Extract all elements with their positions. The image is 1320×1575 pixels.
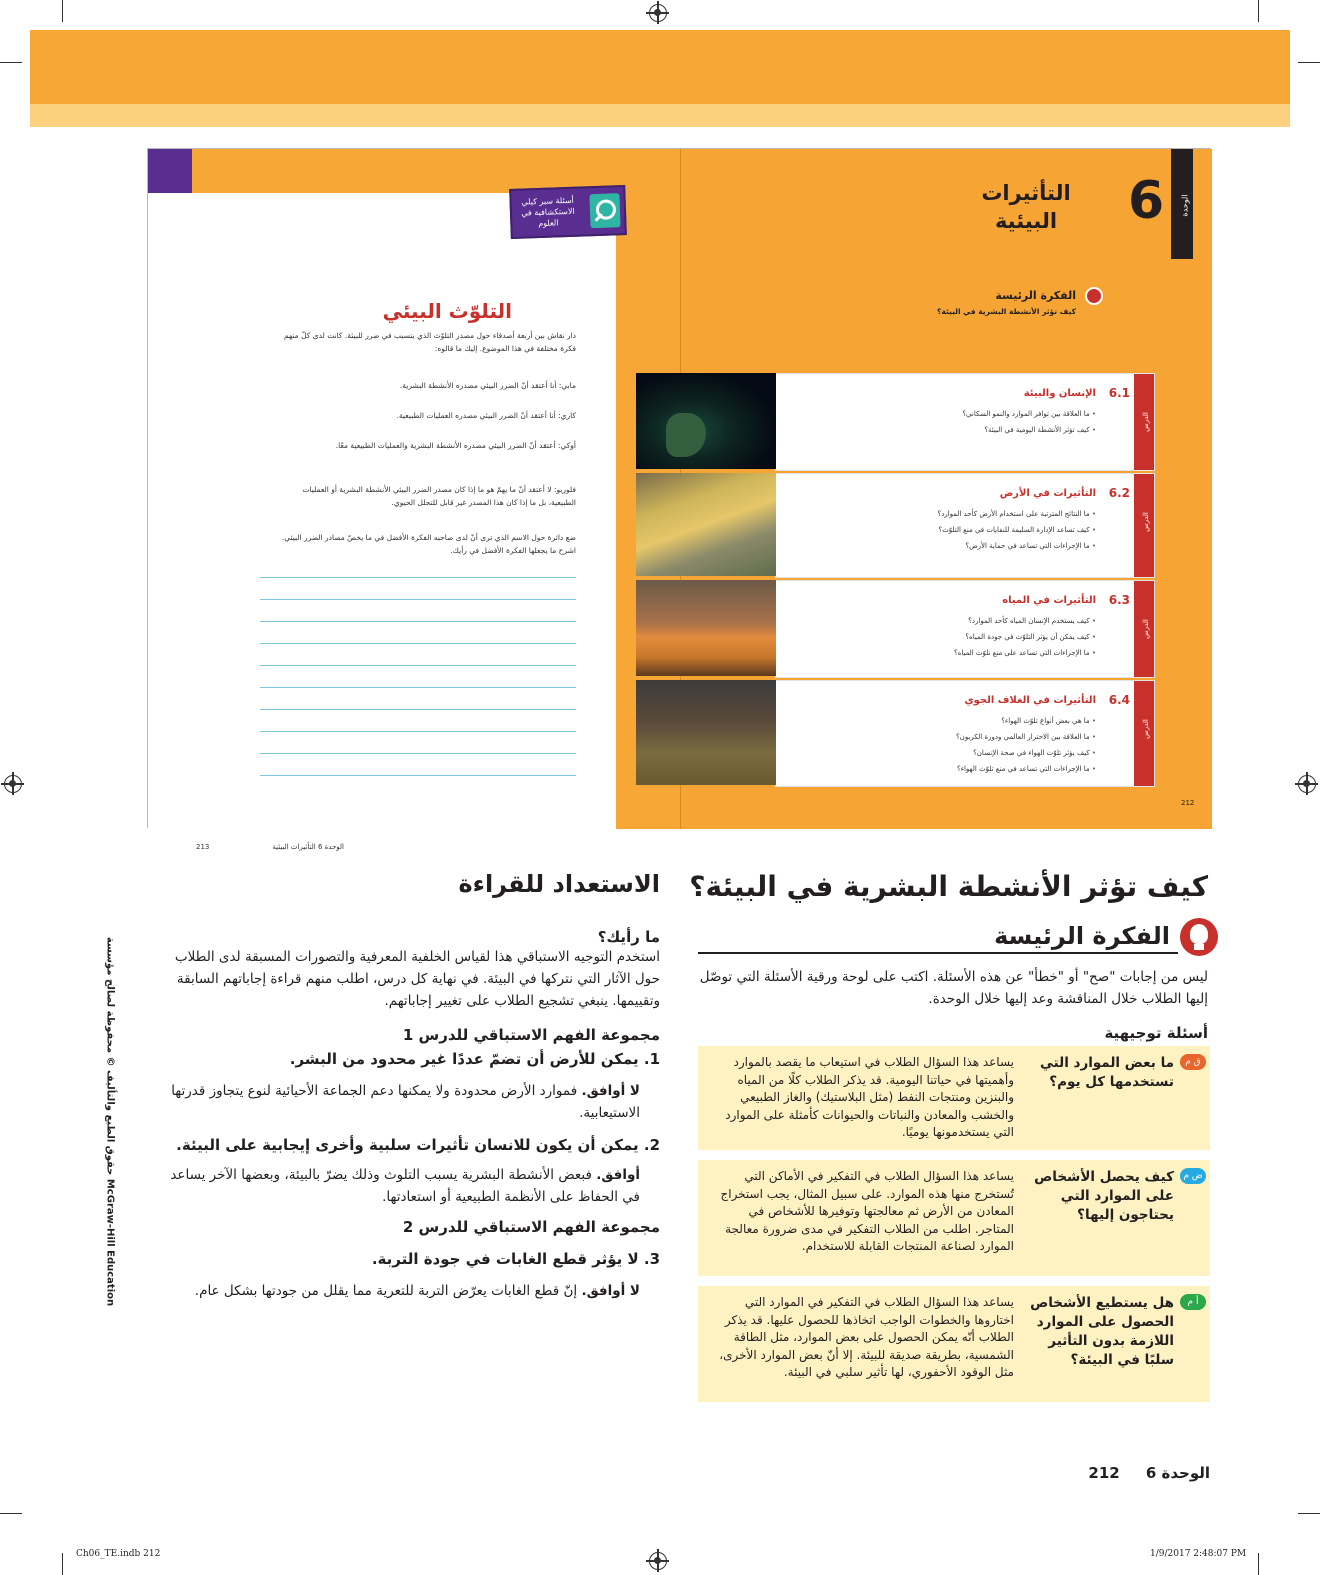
- answer-line: [260, 753, 576, 754]
- lesson-question: • كيف يستخدم الإنسان المياه كأحد الموارد؟: [796, 613, 1096, 629]
- lesson-card: [775, 680, 1155, 787]
- guiding-question-row: [698, 1046, 1210, 1150]
- crop-mark: [1298, 1513, 1320, 1514]
- probe-statement: أوكي: أعتقد أنّ الضرر البيئي مصدره الأنشطة البشرية والعمليات الطبيعية معًا.: [335, 441, 576, 450]
- answer-line: [260, 775, 576, 776]
- lesson-number: 6.3: [1108, 593, 1130, 607]
- level-badge: ق م: [1180, 1054, 1206, 1070]
- guiding-question: كيف يحصل الأشخاص على الموارد التي يحتاجون إليها؟: [1034, 1169, 1174, 1223]
- unit-badge: [1171, 149, 1193, 259]
- answer-line: [260, 643, 576, 644]
- irrigation-image: [636, 580, 776, 676]
- anticipation-answer: أوافق. فبعض الأنشطة البشرية يسبب التلوث وذلك يضرّ بالبيئة، وبعضها الآخر يساعد في الحفاظ على الأنظمة الطبيعية أو استعادتها.: [170, 1167, 640, 1205]
- lesson-tab: الدرس: [1134, 581, 1154, 677]
- level-badge: ض م: [1180, 1168, 1206, 1184]
- crop-mark: [62, 1553, 63, 1575]
- lesson-questions: [796, 613, 1096, 661]
- lesson-question: • ما الإجراءات التي تساعد على منع تلوّث المياه؟: [796, 645, 1096, 661]
- reading-title: الاستعداد للقراءة: [458, 870, 660, 898]
- lesson-question: • ما العلاقة بين توافر الموارد والنمو السكاني؟: [796, 406, 1096, 422]
- lesson-tab: الدرس: [1134, 681, 1154, 786]
- group-heading: مجموعة الفهم الاستباقي للدرس 1: [402, 1026, 660, 1044]
- big-idea-text: ليس من إجابات "صح" أو "خطأ" عن هذه الأسئلة. اكتب على لوحة ورقية الأسئلة التي توصّل إليها الطلاب خلال المناقشة وعد إليها خلال الوحدة.: [699, 969, 1208, 1007]
- print-datetime: 1/9/2017 2:48:07 PM: [1150, 1549, 1247, 1559]
- crop-mark: [1258, 1553, 1259, 1575]
- big-idea-heading: الفكرة الرئيسة: [995, 289, 1076, 302]
- anticipation-statement: 1. يمكن للأرض أن تضمّ عددًا غير محدود من البشر.: [289, 1050, 660, 1068]
- guiding-answer: يساعد هذا السؤال الطلاب في استيعاب ما يقصد بالموارد وأهميتها في حياتنا اليومية. قد يذكر الطلاب كلًا من المياه والبنزين ومنتجات النفط (مثل البلاستيك) والغاز الطبيعي والخشب والمعادن والنباتات والحيوانات كأمثلة على الموارد التي يستخدمونها يوميًا.: [725, 1055, 1014, 1140]
- crop-mark: [0, 1513, 22, 1514]
- anticipation-statement: 3. لا يؤثر قطع الغابات في جودة التربة.: [371, 1250, 660, 1268]
- crop-mark: [1258, 0, 1259, 22]
- lesson-card: [775, 473, 1155, 578]
- left-page: [148, 149, 680, 851]
- unit-number: 6: [1128, 171, 1165, 231]
- answer-line: [260, 577, 576, 578]
- registration-mark-icon: [1298, 775, 1316, 793]
- lesson-questions: [796, 406, 1096, 438]
- lesson-question: • كيف يمكن أن يؤثر التلوّث في جودة المياه؟: [796, 629, 1096, 645]
- lesson-title: التأثيرات في المياه: [1002, 595, 1096, 606]
- probe-instruction: ضع دائرة حول الاسم الذي ترى أنّ لدى صاحبه الفكرة الأفضل في ما يخصّ مصادر الضرر البيئي. اشرح ما يجعلها الفكرة الأفضل في رأيك.: [281, 533, 576, 555]
- big-idea-title: الفكرة الرئيسة: [994, 922, 1170, 950]
- header-band: [30, 30, 1290, 104]
- lesson-question: • ما الإجراءات التي تساعد في منع تلوّث الهواء؟: [796, 761, 1096, 777]
- lesson-questions: [796, 713, 1096, 777]
- main-question: كيف تؤثر الأنشطة البشرية في البيئة؟: [689, 870, 1208, 903]
- guiding-answer: يساعد هذا السؤال الطلاب في التفكير في الموارد التي اختاروها والخطوات الواجب اتخاذها للحصول عليها. قد يذكر الطلاب أنّه يمكن الحصول على بعض الموارد، مثل الطاقة الشمسية، بطريقة صديقة للبيئة. إلا أنّ بعض الموارد الأخرى، مثل الوقود الأحفوري، لها تأثير سلبي في البيئة.: [719, 1295, 1014, 1380]
- lightbulb-icon: [1085, 287, 1103, 305]
- crop-mark: [0, 62, 22, 63]
- answer-line: [260, 731, 576, 732]
- lesson-number: 6.2: [1108, 486, 1130, 500]
- print-file-name: Ch06_TE.indb 212: [76, 1549, 161, 1559]
- lesson-question: • كيف تساعد الإدارة السليمة للنفايات في منع التلوّث؟: [796, 522, 1096, 538]
- answer-line: [260, 687, 576, 688]
- lesson-tab: الدرس: [1134, 474, 1154, 577]
- guiding-question: ما بعض الموارد التي تستخدمها كل يوم؟: [1039, 1055, 1174, 1090]
- left-page-number: 213: [196, 843, 210, 851]
- registration-mark-icon: [4, 775, 22, 793]
- opinion-text: استخدم التوجيه الاستباقي هذا لقياس الخلفية المعرفية والتصورات المسبقة لدى الطلاب حول الآثار التي نتركها في البيئة. في نهاية كل درس، اطلب منهم قراءة إجاباتهم السابقة وتقييمها. ينبغي تشجيع الطلاب على تغيير إجاباتهم.: [174, 949, 660, 1009]
- anticipation-statement: 2. يمكن أن يكون للانسان تأثيرات سلبية وأخرى إيجابية على البيئة.: [176, 1136, 660, 1154]
- lesson-question: • ما العلاقة بين الاحترار العالمي ودورة الكربون؟: [796, 729, 1096, 745]
- crop-mark: [62, 0, 63, 22]
- lesson-title: التأثيرات في الأرض: [999, 488, 1096, 499]
- right-page-number: 212: [1181, 799, 1195, 807]
- probe-badge: [509, 185, 627, 239]
- big-idea-question: كيف تؤثر الأنشطة البشرية في البيئة؟: [937, 307, 1076, 316]
- right-page: [680, 149, 1212, 829]
- student-edition-spread: [147, 148, 1211, 851]
- answer-line: [260, 665, 576, 666]
- guiding-question-row: [698, 1160, 1210, 1276]
- lesson-question: • ما هي بعض أنواع تلوّث الهواء؟: [796, 713, 1096, 729]
- lesson-title: الإنسان والبيئة: [1023, 388, 1096, 399]
- earth-night-image: [636, 373, 776, 469]
- lesson-number: 6.1: [1108, 386, 1130, 400]
- divider: [698, 952, 1178, 954]
- answer-line: [260, 709, 576, 710]
- lesson-question: • كيف تؤثر الأنشطة اليومية في البيئة؟: [796, 422, 1096, 438]
- unit-label: الوحدة: [1180, 194, 1190, 217]
- guiding-answer: يساعد هذا السؤال الطلاب في التفكير في الأماكن التي تُستخرج منها هذه الموارد. على سبيل المثال، يجب استخراج المعادن من الأرض ثم معالجتها وتوفيرها للأشخاص في المتاجر. اطلب من الطلاب التفكير في مدى ضرورة معالجة الموارد لصناعة المنتجات القابلة للاستخدام.: [720, 1169, 1014, 1254]
- farmland-image: [636, 473, 776, 576]
- left-page-footer: الوحدة 6 التأثيرات البيئية: [272, 843, 344, 851]
- registration-mark-icon: [649, 1552, 667, 1570]
- lesson-title: التأثيرات في الغلاف الجوي: [964, 695, 1096, 706]
- guiding-heading: أسئلة توجيهية: [1104, 1024, 1208, 1042]
- lesson-question: • ما الإجراءات التي تساعد في حماية الأرض؟: [796, 538, 1096, 554]
- registration-mark-icon: [649, 4, 667, 22]
- crop-mark: [1298, 62, 1320, 63]
- group-heading: مجموعة الفهم الاستباقي للدرس 2: [402, 1218, 660, 1236]
- cyclist-smog-image: [636, 680, 776, 785]
- header-band-light: [30, 104, 1290, 127]
- answer-line: [260, 621, 576, 622]
- purple-corner: [148, 149, 192, 193]
- guiding-question-row: [698, 1286, 1210, 1402]
- level-badge: أ م: [1180, 1294, 1206, 1310]
- lesson-questions: [796, 506, 1096, 554]
- left-page-content: [148, 193, 616, 851]
- lesson-card: [775, 580, 1155, 678]
- lightbulb-icon: [1180, 918, 1224, 956]
- opinion-heading: ما رأيك؟: [597, 928, 660, 946]
- lesson-question: • كيف يؤثر تلوّث الهواء في صحة الإنسان؟: [796, 745, 1096, 761]
- probe-title: التلوّث البيئي: [382, 299, 512, 323]
- probe-statement: كاري: أنا أعتقد أنّ الضرر البيئي مصدره العمليات الطبيعية.: [396, 411, 576, 420]
- lesson-tab: الدرس: [1134, 374, 1154, 470]
- magnifier-icon: [589, 193, 620, 228]
- probe-label: أسئلة سبر كيلي الاستكشافية في العلوم: [521, 195, 575, 229]
- anticipation-answer: لا أوافق. فموارد الأرض محدودة ولا يمكنها دعم الجماعة الأحيائية لنوع يتجاوز قدرتها الاستيعابية.: [171, 1083, 640, 1121]
- unit-title: التأثيرات البيئية: [981, 181, 1071, 233]
- probe-statement: فلوريو: لا أعتقد أنّ ما يهمّ هو ما إذا كان مصدر الضرر البيئي الأنشطة البشرية أو العمليات الطبيعية، بل ما إذا كان هذا المصدر غير قابل للتحلل الحيوي.: [302, 485, 576, 507]
- anticipation-answer: لا أوافق. إنّ قطع الغابات يعرّض التربة للتعرية مما يقلل من جودتها بشكل عام.: [194, 1283, 640, 1299]
- copyright-sidebar: حقوق الطبع والتأليف © محفوظة لصالح مؤسسة McGraw-Hill Education: [104, 936, 116, 1307]
- lesson-card: [775, 373, 1155, 471]
- page-footer: الوحدة 6 212: [1088, 1464, 1210, 1482]
- guiding-question: هل يستطيع الأشخاص الحصول على الموارد اللازمة بدون التأثير سلبًا في البيئة؟: [1030, 1295, 1174, 1368]
- probe-statement: مابي: أنا أعتقد أنّ الضرر البيئي مصدره الأنشطة البشرية.: [399, 381, 576, 390]
- lesson-question: • ما النتائج المترتبة على استخدام الأرض كأحد الموارد؟: [796, 506, 1096, 522]
- lesson-number: 6.4: [1108, 693, 1130, 707]
- probe-intro: دار نقاش بين أربعة أصدقاء حول مصدر التلوّث الذي يتسبب في ضرر للبيئة. كانت لدى كلّ منهم فكرة مختلفة في هذا الموضوع. إليك ما قالوه:: [283, 331, 576, 353]
- answer-line: [260, 599, 576, 600]
